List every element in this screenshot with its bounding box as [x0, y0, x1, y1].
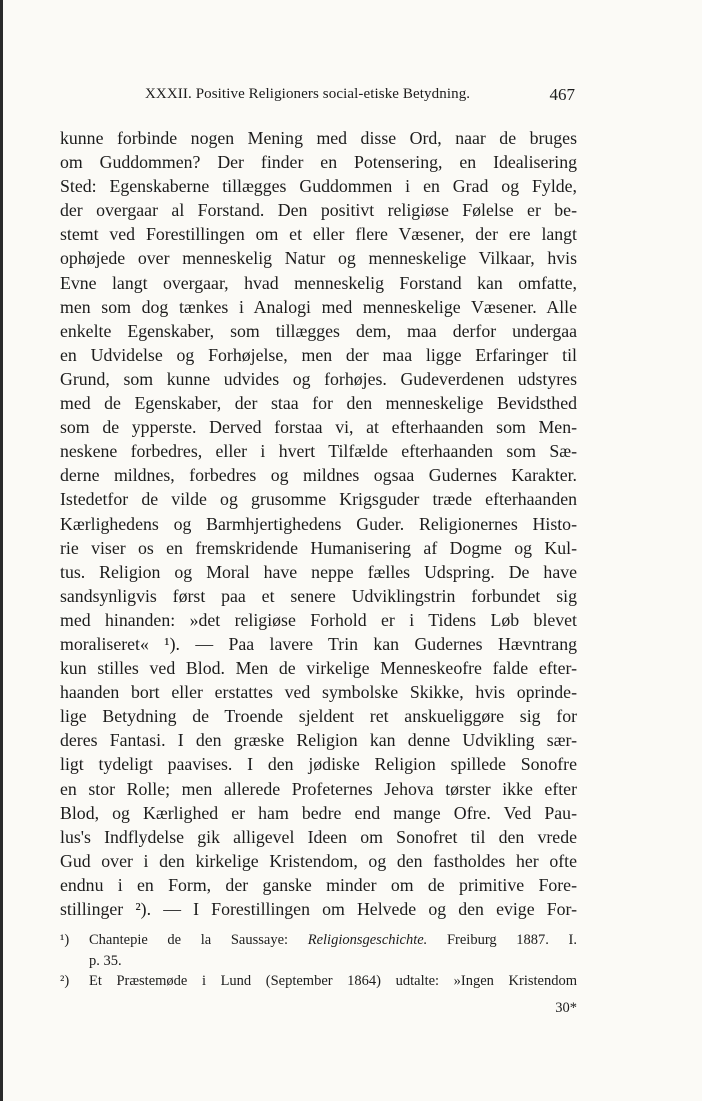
- footnote-marker: ²): [60, 973, 70, 989]
- page-edge: [0, 0, 3, 1101]
- signature-mark: 30*: [555, 1000, 577, 1016]
- text-line: om Guddommen? Der finder en Potensering, en Idealisering: [60, 152, 577, 173]
- text-line: haanden bort eller erstattes ved symbolske Skikke, hvis oprinde-: [60, 682, 577, 703]
- body-text: [60, 126, 577, 921]
- text-line: som de ypperste. Derved forstaa vi, at efterhaanden som Men-: [60, 417, 577, 438]
- text-line: derne mildnes, forbedres og mildnes ogsaa Gudernes Karakter.: [60, 465, 577, 486]
- text-line: Sted: Egenskaberne tillægges Guddommen i en Grad og Fylde,: [60, 176, 577, 197]
- running-head-title: XXXII. Positive Religioners social-etiske Betydning.: [145, 86, 471, 102]
- text-line: en Udvidelse og Forhøjelse, men der maa ligge Erfaringer til: [60, 344, 577, 365]
- footnote-text: Et Præstemøde i Lund (September 1864) udtalte: »Ingen Kristendom: [89, 973, 577, 989]
- text-line: ligt tydeligt paavises. I den jødiske Religion spillede Sonofre: [60, 754, 577, 775]
- text-line: med hinanden: »det religiøse Forhold er i Tidens Løb blevet: [60, 609, 577, 630]
- footnote-imprint: Freiburg 1887. I.: [446, 932, 578, 948]
- text-line: lus's Indflydelse gik alligevel Ideen om Sonofret til den vrede: [60, 826, 577, 847]
- text-line: sandsynligvis først paa et senere Udviklingstrin forbundet sig: [60, 585, 577, 606]
- footnotes: [60, 930, 577, 992]
- footnote-2: [60, 971, 577, 992]
- text-line: en stor Rolle; men allerede Profeternes Jehova tørster ikke efter: [60, 778, 577, 799]
- text-line: Kærlighedens og Barmhjertighedens Guder. Religionernes Histo-: [60, 513, 577, 534]
- text-line: Blod, og Kærlighed er ham bedre end mange Ofre. Ved Pau-: [60, 802, 577, 823]
- text-line: neskene forbedres, eller i hvert Tilfælde efterhaanden som Sæ-: [60, 441, 577, 462]
- running-head: [145, 86, 575, 110]
- text-line: rie viser os en fremskridende Humanisering af Dogme og Kul-: [60, 537, 577, 558]
- text-line: deres Fantasi. I den græske Religion kan denne Udvikling sær-: [60, 730, 577, 751]
- text-line: stemt ved Forestillingen om et eller flere Væsener, der ere langt: [60, 224, 577, 245]
- text-line: stillinger ²). — I Forestillingen om Helvede og den evige For-: [60, 899, 577, 919]
- footnote-author: Chantepie de la Saussaye:: [89, 932, 289, 948]
- text-line: Evne langt overgaar, hvad menneskelig Forstand kan omfatte,: [60, 272, 577, 293]
- text-line: lige Betydning de Troende sjeldent ret anskueliggøre sig for: [60, 706, 577, 727]
- text-line: kun stilles ved Blod. Men de virkelige Menneskeofre falde efter-: [60, 658, 577, 679]
- text-line: tus. Religion og Moral have neppe fælles Udspring. De have: [60, 561, 577, 582]
- text-line: Istedetfor de vilde og grusomme Krigsguder træde efterhaanden: [60, 489, 577, 510]
- text-line: men som dog tænkes i Analogi med menneskelige Væsener. Alle: [60, 296, 577, 317]
- footnote-1-continuation: p. 35.: [89, 952, 122, 969]
- text-line: kunne forbinde nogen Mening med disse Ord, naar de bruges: [60, 128, 577, 148]
- footnote-book-title: Religionsgeschichte.: [307, 932, 428, 948]
- text-line: med de Egenskaber, der staa for den menneskelige Bevidsthed: [60, 393, 577, 414]
- text-line: der overgaar al Forstand. Den positivt religiøse Følelse er be-: [60, 200, 577, 221]
- text-line: Gud over i den kirkelige Kristendom, og den fastholdes her ofte: [60, 850, 577, 871]
- text-line: ophøjede over menneskelig Natur og menneskelige Vilkaar, hvis: [60, 248, 577, 269]
- text-line: moraliseret« ¹). — Paa lavere Trin kan Gudernes Hævntrang: [60, 633, 577, 654]
- footnote-marker: ¹): [60, 932, 70, 948]
- text-line: endnu i en Form, der ganske minder om de primitive Fore-: [60, 874, 577, 895]
- text-line: enkelte Egenskaber, som tillægges dem, maa derfor undergaa: [60, 320, 577, 341]
- footnote-1: [60, 930, 577, 951]
- text-line: Grund, som kunne udvides og forhøjes. Gudeverdenen udstyres: [60, 368, 577, 389]
- page-number: 467: [549, 85, 575, 104]
